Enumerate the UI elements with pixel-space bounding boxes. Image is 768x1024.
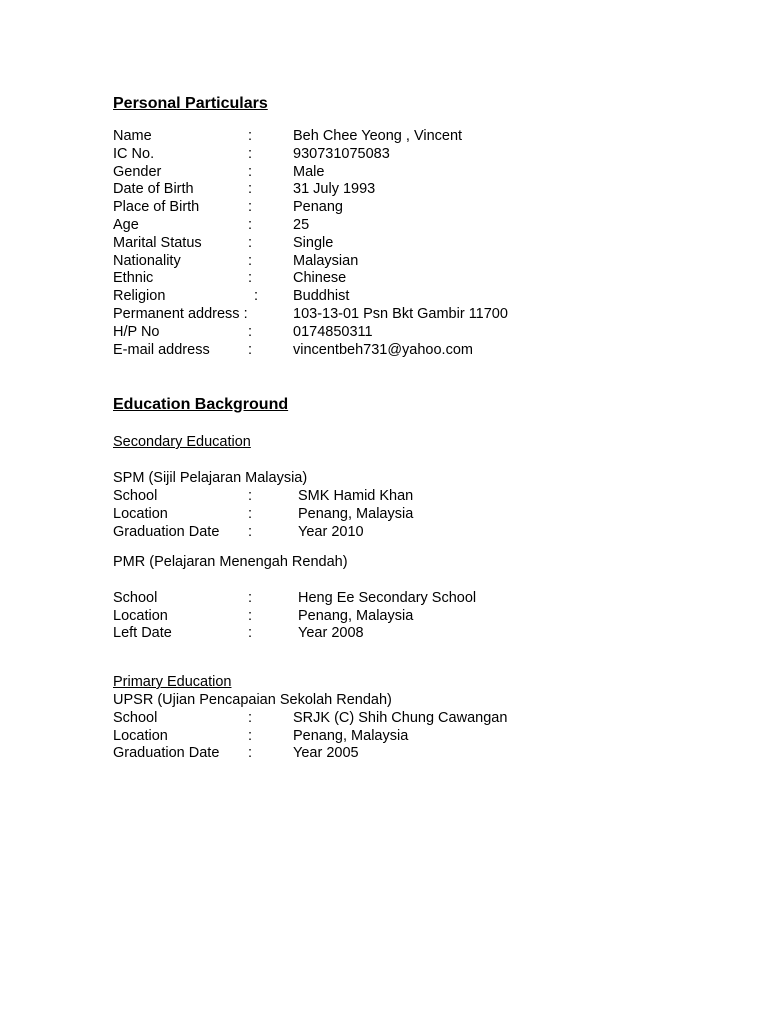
field-label: Age	[113, 217, 139, 233]
field-colon: :	[248, 590, 253, 606]
field-value: Beh Chee Yeong , Vincent	[293, 128, 463, 144]
field-value: 31 July 1993	[293, 181, 376, 197]
field-value: Single	[293, 235, 334, 251]
pmr-row-school	[0, 589, 768, 607]
field-label: Location	[113, 608, 168, 624]
field-label: Name	[113, 128, 152, 144]
field-label: Place of Birth	[113, 199, 200, 215]
upsr-row-school	[0, 709, 768, 727]
field-value: Penang, Malaysia	[298, 608, 414, 624]
field-colon: :	[248, 270, 253, 286]
field-colon: :	[248, 745, 253, 761]
field-label: Permanent address :	[113, 306, 248, 322]
field-label: IC No.	[113, 146, 155, 162]
field-colon: :	[248, 710, 253, 726]
field-colon: :	[248, 488, 253, 504]
personal-row-date-of-birth	[0, 180, 768, 198]
personal-particulars-heading: Personal Particulars	[113, 95, 268, 112]
field-colon: :	[248, 506, 253, 522]
upsr-row-graduation-date	[0, 744, 768, 762]
personal-row-name	[0, 127, 768, 145]
personal-row-ic-no	[0, 145, 768, 163]
field-colon: :	[248, 253, 253, 269]
personal-row-email	[0, 341, 768, 359]
personal-row-permanent-address	[0, 305, 768, 323]
field-value: Heng Ee Secondary School	[298, 590, 477, 606]
pmr-row-location	[0, 607, 768, 625]
spm-row-location	[0, 505, 768, 523]
personal-row-hp-no	[0, 323, 768, 341]
field-value: 930731075083	[293, 146, 390, 162]
field-colon: :	[248, 235, 253, 251]
field-colon: :	[248, 728, 253, 744]
field-colon: :	[248, 217, 253, 233]
field-label: Ethnic	[113, 270, 154, 286]
field-value: 0174850311	[293, 324, 373, 340]
field-value: 25	[293, 217, 310, 233]
personal-row-age	[0, 216, 768, 234]
field-label: School	[113, 488, 158, 504]
field-value: Male	[293, 164, 325, 180]
personal-row-gender	[0, 163, 768, 181]
primary-education-title: Primary Education	[113, 674, 232, 690]
field-value: Buddhist	[293, 288, 350, 304]
field-colon: :	[248, 128, 253, 144]
spm-title: SPM (Sijil Pelajaran Malaysia)	[113, 470, 308, 486]
field-label: Marital Status	[113, 235, 202, 251]
field-label: Location	[113, 728, 168, 744]
field-value: Penang, Malaysia	[298, 506, 414, 522]
field-colon: :	[248, 164, 253, 180]
field-label: School	[113, 710, 158, 726]
field-value: 103-13-01 Psn Bkt Gambir 11700	[293, 306, 508, 322]
field-colon: :	[248, 524, 253, 540]
personal-row-place-of-birth	[0, 198, 768, 216]
field-label: Location	[113, 506, 168, 522]
field-label: Left Date	[113, 625, 172, 641]
field-value: Penang	[293, 199, 343, 215]
field-value: SRJK (C) Shih Chung Cawangan	[293, 710, 508, 726]
field-value: Penang, Malaysia	[293, 728, 409, 744]
field-value: vincentbeh731@yahoo.com	[293, 342, 473, 358]
field-label: Graduation Date	[113, 524, 220, 540]
personal-row-ethnic	[0, 269, 768, 287]
field-value: Year 2010	[298, 524, 364, 540]
field-label: Nationality	[113, 253, 181, 269]
field-label: Religion	[113, 288, 166, 304]
field-label: Date of Birth	[113, 181, 194, 197]
field-value: Chinese	[293, 270, 347, 286]
spm-row-graduation-date	[0, 523, 768, 541]
field-label: H/P No	[113, 324, 160, 340]
field-colon: :	[248, 146, 253, 162]
upsr-title: UPSR (Ujian Pencapaian Sekolah Rendah)	[113, 692, 392, 708]
field-colon: :	[254, 288, 259, 304]
field-colon: :	[248, 342, 253, 358]
field-colon: :	[248, 199, 253, 215]
field-label: School	[113, 590, 158, 606]
personal-row-religion	[0, 287, 768, 305]
field-value: Malaysian	[293, 253, 359, 269]
spm-row-school	[0, 487, 768, 505]
personal-row-nationality	[0, 252, 768, 270]
field-value: SMK Hamid Khan	[298, 488, 414, 504]
field-value: Year 2008	[298, 625, 364, 641]
secondary-education-title: Secondary Education	[113, 434, 251, 450]
field-label: Gender	[113, 164, 162, 180]
education-background-heading: Education Background	[113, 396, 289, 413]
field-colon: :	[248, 181, 253, 197]
field-value: Year 2005	[293, 745, 359, 761]
field-colon: :	[248, 625, 253, 641]
field-label: E-mail address	[113, 342, 210, 358]
pmr-title: PMR (Pelajaran Menengah Rendah)	[113, 554, 348, 570]
field-colon: :	[248, 608, 253, 624]
personal-row-marital-status	[0, 234, 768, 252]
upsr-row-location	[0, 727, 768, 745]
field-label: Graduation Date	[113, 745, 220, 761]
pmr-row-left-date	[0, 624, 768, 642]
field-colon: :	[248, 324, 253, 340]
